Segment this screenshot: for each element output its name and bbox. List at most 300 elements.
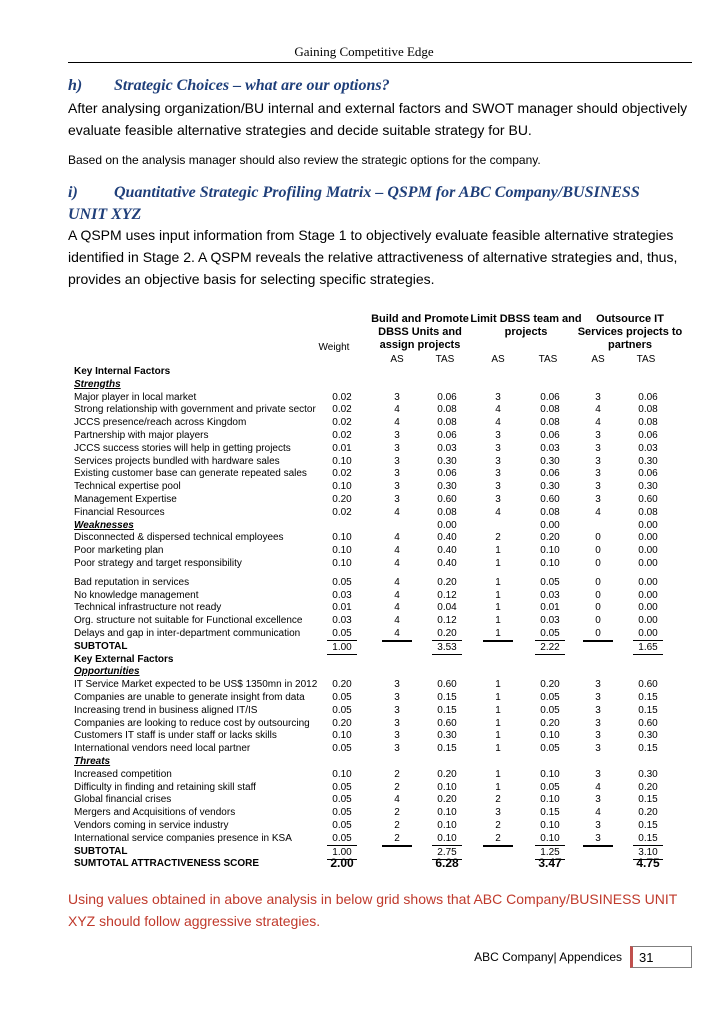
as-cell: 4	[595, 506, 601, 518]
weight-cell: 2.00	[330, 856, 354, 871]
tas-cell: 0.60	[638, 494, 658, 505]
tas-cell: 0.60	[638, 679, 658, 691]
table-subtotal-row	[70, 845, 660, 858]
table-row	[70, 576, 660, 589]
tas-cell: 0.15	[437, 692, 457, 703]
table-row	[70, 717, 660, 730]
table-row	[70, 806, 660, 819]
as-cell: 4	[394, 615, 400, 627]
section-i-number: i)	[68, 184, 78, 201]
as-cell: 1	[495, 781, 501, 793]
weight-cell: 0.03	[332, 615, 352, 627]
tas-cell: 0.08	[540, 404, 560, 416]
as-cell: 1	[495, 692, 501, 703]
row-label: Poor marketing plan	[74, 545, 164, 557]
row-label: Customers IT staff is under staff or lacks skills	[74, 730, 277, 742]
row-label: Management Expertise	[74, 494, 177, 505]
table-row	[70, 403, 660, 416]
table-row	[70, 601, 660, 614]
tas-cell: 0.20	[540, 679, 560, 691]
table-row	[70, 614, 660, 627]
as-cell: 3	[495, 442, 501, 454]
as-header-3: AS	[591, 354, 605, 365]
as-cell: 0	[595, 532, 601, 544]
strategy-3-line3: partners	[607, 339, 653, 351]
tas-cell: 0.05	[540, 704, 560, 716]
tas-cell: 3.47	[538, 856, 562, 871]
as-cell: 1	[495, 558, 501, 569]
tas-cell: 0.08	[638, 417, 658, 429]
row-label: IT Service Market expected to be US$ 1350mn in 2012	[74, 679, 318, 691]
table-subsection-header	[70, 665, 660, 678]
as-cell: 4	[394, 602, 400, 614]
weight-cell: 0.05	[332, 743, 352, 755]
as-cell: 4	[394, 506, 400, 518]
weight-cell: 0.20	[332, 717, 352, 729]
table-subsection-header	[70, 755, 660, 768]
table-row	[70, 544, 660, 557]
tas-cell: 0.10	[540, 545, 560, 557]
as-cell: 1	[495, 717, 501, 729]
as-cell: 4	[595, 807, 601, 819]
tas-cell: 0.30	[638, 768, 658, 780]
row-label: Technical expertise pool	[74, 481, 181, 493]
section-h-title: Strategic Choices – what are our options?	[114, 77, 390, 94]
row-label: Services projects bundled with hardware sales	[74, 455, 280, 467]
tas-cell: 0.30	[437, 455, 457, 467]
table-row	[70, 742, 660, 755]
as-cell: 3	[595, 692, 601, 703]
as-cell: 4	[495, 506, 501, 518]
as-cell: 3	[595, 832, 601, 844]
tas-cell: 0.10	[437, 820, 457, 831]
row-label: JCCS success stories will help in getting projects	[74, 442, 291, 454]
section-i-title-line2: UNIT XYZ	[68, 206, 142, 223]
tas-cell: 0.05	[540, 743, 560, 755]
weight-cell: 0.10	[332, 545, 352, 557]
as-cell: 3	[495, 430, 501, 441]
tas-cell: 0.10	[437, 807, 457, 819]
as-cell: 4	[595, 404, 601, 416]
as-cell: 3	[394, 455, 400, 467]
row-label: Financial Resources	[74, 506, 165, 518]
tas-cell: 0.10	[540, 558, 560, 569]
tas-cell: 0.30	[638, 481, 658, 493]
table-row	[70, 442, 660, 455]
as-cell: 4	[495, 417, 501, 429]
weight-cell: 0.05	[332, 628, 352, 639]
tas-cell: 0.06	[540, 391, 560, 403]
footer	[68, 946, 692, 970]
tas-cell: 0.30	[437, 481, 457, 493]
tas-cell: 0.05	[540, 628, 560, 639]
as-cell: 2	[495, 832, 501, 844]
tas-cell: 0.06	[437, 430, 457, 441]
tas-cell: 0.10	[540, 794, 560, 806]
weight-cell: 0.05	[332, 704, 352, 716]
section-h-paragraph: After analysing organization/BU internal and external factors and SWOT manager should objectively evaluate feasible alternative strategies and decide suitable strategy for BU.	[68, 100, 688, 138]
weight-cell: 0.01	[332, 602, 352, 614]
tas-cell: 0.08	[437, 506, 457, 518]
as-cell: 1	[495, 743, 501, 755]
weight-cell: 0.05	[332, 781, 352, 793]
tas-cell: 0.15	[638, 820, 658, 831]
weight-cell: 0.20	[332, 494, 352, 505]
table-subsection-header	[70, 378, 660, 391]
as-cell: 3	[495, 494, 501, 505]
as-cell: 4	[394, 558, 400, 569]
tas-cell: 0.08	[437, 417, 457, 429]
as-header-1: AS	[390, 354, 404, 365]
section-h-number: h)	[68, 77, 83, 94]
as-cell: 3	[394, 704, 400, 716]
tas-cell: 0.03	[437, 442, 457, 454]
table-grand-total-row	[70, 857, 660, 870]
table-row	[70, 467, 660, 480]
row-label: Bad reputation in services	[74, 576, 190, 588]
as-cell: 1	[495, 576, 501, 588]
as-cell	[382, 640, 412, 642]
tas-cell: 0.05	[540, 781, 560, 793]
as-cell: 3	[394, 743, 400, 755]
as-cell: 1	[495, 730, 501, 742]
as-cell: 1	[495, 602, 501, 614]
table-section-header	[70, 653, 660, 666]
tas-cell: 0.00	[638, 576, 658, 588]
as-cell: 3	[595, 820, 601, 831]
tas-cell: 0.20	[638, 781, 658, 793]
weight-cell: 0.02	[332, 430, 352, 441]
tas-cell: 0.10	[437, 832, 457, 844]
as-cell: 3	[495, 481, 501, 493]
tas-cell: 2.22	[535, 640, 565, 655]
as-cell: 3	[394, 442, 400, 454]
tas-cell: 0.40	[437, 545, 457, 557]
tas-cell: 0.15	[437, 704, 457, 716]
strategy-1-line2: DBSS Units and	[378, 326, 462, 338]
header-rule	[68, 62, 692, 63]
row-label: JCCS presence/reach across Kingdom	[74, 417, 247, 429]
as-cell: 3	[595, 430, 601, 441]
as-cell: 3	[595, 717, 601, 729]
as-cell	[583, 640, 613, 642]
strategy-2-line2: Limit DBSS team and	[470, 313, 582, 325]
as-cell: 3	[394, 430, 400, 441]
tas-header-3: TAS	[636, 354, 656, 365]
row-label: Companies are unable to generate insight from data	[74, 692, 305, 703]
table-row	[70, 416, 660, 429]
table-row	[70, 832, 660, 845]
tas-cell: 0.20	[437, 628, 457, 639]
tas-cell: 0.05	[540, 692, 560, 703]
row-label: SUBTOTAL	[74, 640, 128, 652]
as-cell: 3	[595, 391, 601, 403]
table-row	[70, 506, 660, 519]
tas-cell: 0.00	[638, 589, 658, 601]
tas-cell: 1.65	[633, 640, 663, 655]
weight-cell: 0.10	[332, 730, 352, 742]
strategy-1-line3: assign projects	[379, 339, 461, 351]
table-row	[70, 589, 660, 602]
as-cell: 4	[495, 404, 501, 416]
row-label: Delays and gap in inter-department communication	[74, 628, 301, 639]
tas-cell: 0.03	[540, 589, 560, 601]
weight-cell: 0.10	[332, 532, 352, 544]
tas-cell: 0.20	[437, 768, 457, 780]
weight-cell: 0.10	[332, 481, 352, 493]
table-row	[70, 793, 660, 806]
as-cell	[583, 845, 613, 847]
weight-cell: 0.10	[332, 768, 352, 780]
table-row	[70, 391, 660, 404]
as-cell: 0	[595, 545, 601, 557]
as-cell: 3	[595, 468, 601, 480]
table-row	[70, 493, 660, 506]
row-label: Companies are looking to reduce cost by outsourcing	[74, 717, 310, 729]
tas-cell: 0.10	[540, 832, 560, 844]
as-cell: 4	[394, 628, 400, 639]
as-cell: 0	[595, 628, 601, 639]
row-label: Increased competition	[74, 768, 172, 780]
as-cell: 3	[595, 794, 601, 806]
as-cell: 0	[595, 615, 601, 627]
table-row	[70, 627, 660, 640]
as-cell: 1	[495, 545, 501, 557]
weight-cell: 0.05	[332, 692, 352, 703]
weight-cell: 0.03	[332, 589, 352, 601]
tas-cell: 0.10	[540, 730, 560, 742]
tas-cell: 0.12	[437, 615, 457, 627]
tas-cell: 0.00	[638, 545, 658, 557]
table-row	[70, 429, 660, 442]
row-label: Major player in local market	[74, 391, 197, 403]
tas-cell: 0.00	[638, 519, 658, 531]
as-cell: 3	[394, 692, 400, 703]
as-cell: 3	[394, 717, 400, 729]
row-label: Org. structure not suitable for Functional excellence	[74, 615, 303, 627]
as-cell: 3	[394, 494, 400, 505]
tas-cell: 0.30	[540, 455, 560, 467]
tas-cell: 0.20	[540, 532, 560, 544]
as-cell: 2	[495, 794, 501, 806]
row-label: Global financial crises	[74, 794, 172, 806]
tas-cell: 0.06	[638, 468, 658, 480]
row-label: SUMTOTAL ATTRACTIVENESS SCORE	[74, 858, 260, 870]
strategy-3-header	[575, 313, 685, 352]
as-cell: 1	[495, 628, 501, 639]
as-cell: 3	[394, 468, 400, 480]
tas-cell: 0.60	[437, 679, 457, 691]
row-label: SUBTOTAL	[74, 845, 128, 857]
tas-cell: 0.15	[638, 794, 658, 806]
as-cell: 2	[495, 820, 501, 831]
tas-cell: 0.08	[540, 417, 560, 429]
tas-cell: 0.00	[638, 628, 658, 639]
as-cell: 2	[394, 768, 400, 780]
tas-cell: 3.53	[432, 640, 462, 655]
as-cell: 3	[495, 468, 501, 480]
as-cell: 2	[394, 781, 400, 793]
as-cell: 3	[394, 481, 400, 493]
row-label: Key Internal Factors	[74, 366, 171, 377]
as-cell: 2	[394, 807, 400, 819]
tas-cell: 0.40	[437, 532, 457, 544]
row-label: Strengths	[74, 378, 121, 390]
table-row	[70, 768, 660, 781]
as-cell: 4	[595, 417, 601, 429]
tas-cell: 0.08	[540, 506, 560, 518]
row-label: No knowledge management	[74, 589, 199, 601]
row-label: International service companies presence in KSA	[74, 832, 292, 844]
as-cell: 4	[394, 576, 400, 588]
as-cell: 0	[595, 589, 601, 601]
table-row	[70, 678, 660, 691]
as-cell	[483, 845, 513, 847]
row-label: Technical infrastructure not ready	[74, 602, 222, 614]
tas-cell: 0.10	[540, 768, 560, 780]
as-cell	[483, 640, 513, 642]
row-label: Mergers and Acquisitions of vendors	[74, 807, 236, 819]
weight-cell: 0.05	[332, 832, 352, 844]
row-label: Difficulty in finding and retaining skill staff	[74, 781, 256, 793]
section-i-paragraph: A QSPM uses input information from Stage 1 to objectively evaluate feasible alternative strategies identified in Stage 2. A QSPM reveals the relative attractiveness of alternative strategies and, thus, provides an objective basis for selecting specific strategies.	[68, 227, 678, 287]
as-cell: 3	[495, 807, 501, 819]
strategy-3-line1: Outsource IT	[596, 313, 664, 325]
as-cell: 0	[595, 558, 601, 569]
as-cell: 1	[495, 615, 501, 627]
as-cell: 3	[595, 768, 601, 780]
as-cell: 4	[394, 417, 400, 429]
row-label: International vendors need local partner	[74, 743, 251, 755]
running-header: Gaining Competitive Edge	[294, 44, 434, 59]
table-row	[70, 704, 660, 717]
tas-cell: 0.15	[638, 692, 658, 703]
as-cell: 0	[595, 602, 601, 614]
as-cell: 4	[394, 545, 400, 557]
strategy-2-header	[465, 313, 587, 339]
weight-cell: 0.05	[332, 794, 352, 806]
tas-cell: 0.00	[638, 602, 658, 614]
tas-cell: 0.06	[540, 430, 560, 441]
row-label: Partnership with major players	[74, 430, 209, 441]
tas-cell: 0.06	[437, 468, 457, 480]
tas-cell: 4.75	[636, 856, 660, 871]
tas-header-2: TAS	[538, 354, 558, 365]
as-cell: 3	[595, 704, 601, 716]
as-cell: 4	[595, 781, 601, 793]
tas-cell: 0.06	[638, 391, 658, 403]
as-cell: 3	[595, 730, 601, 742]
as-cell	[382, 845, 412, 847]
tas-cell: 0.03	[540, 615, 560, 627]
tas-cell: 0.00	[638, 532, 658, 544]
strategy-3-line2: Services projects to	[577, 326, 683, 338]
as-cell: 3	[595, 481, 601, 493]
row-label: Vendors coming in service industry	[74, 820, 229, 831]
weight-cell: 0.01	[332, 442, 352, 454]
tas-cell: 0.40	[437, 558, 457, 569]
row-label: Opportunities	[74, 666, 140, 678]
tas-cell: 0.30	[638, 730, 658, 742]
tas-cell: 0.06	[437, 391, 457, 403]
tas-cell: 0.05	[540, 576, 560, 588]
weight-cell: 0.02	[332, 417, 352, 429]
page-number: 31	[630, 946, 692, 968]
section-h-heading	[68, 77, 390, 95]
tas-cell: 0.08	[638, 506, 658, 518]
as-cell: 3	[595, 679, 601, 691]
tas-cell: 0.15	[540, 807, 560, 819]
as-cell: 3	[595, 743, 601, 755]
table-section-header	[70, 365, 660, 378]
row-label: Weaknesses	[74, 519, 134, 531]
tas-cell: 6.28	[435, 856, 459, 871]
tas-cell: 0.30	[638, 455, 658, 467]
row-label: Existing customer base can generate repeated sales	[74, 468, 307, 480]
table-row	[70, 729, 660, 742]
tas-cell: 0.20	[437, 794, 457, 806]
tas-cell: 0.60	[437, 494, 457, 505]
weight-cell: 0.05	[332, 807, 352, 819]
tas-cell: 0.20	[638, 807, 658, 819]
tas-cell: 0.20	[437, 576, 457, 588]
row-label: Disconnected & dispersed technical employees	[74, 532, 284, 544]
table-row	[70, 819, 660, 832]
as-cell: 1	[495, 768, 501, 780]
row-label: Poor strategy and target responsibility	[74, 558, 242, 569]
table-subsection-header	[70, 519, 660, 532]
tas-cell: 0.15	[437, 743, 457, 755]
as-cell: 3	[595, 494, 601, 505]
row-label: Increasing trend in business aligned IT/IS	[74, 704, 258, 716]
table-row	[70, 691, 660, 704]
tas-cell: 0.04	[437, 602, 457, 614]
weight-cell: 0.05	[332, 576, 352, 588]
as-cell: 4	[394, 589, 400, 601]
weight-cell: 1.00	[327, 640, 357, 655]
table-row	[70, 531, 660, 544]
as-cell: 3	[394, 391, 400, 403]
as-cell: 4	[394, 794, 400, 806]
section-i-heading	[68, 182, 692, 226]
as-cell: 1	[495, 704, 501, 716]
tas-cell: 0.60	[437, 717, 457, 729]
tas-cell: 0.60	[540, 494, 560, 505]
row-label: Key External Factors	[74, 653, 174, 665]
strategy-1-line1: Build and Promote	[371, 313, 469, 325]
as-cell: 3	[394, 679, 400, 691]
weight-cell: 0.02	[332, 404, 352, 416]
tas-cell: 0.08	[638, 404, 658, 416]
row-label: Strong relationship with government and private sector	[74, 404, 316, 416]
as-cell: 3	[595, 455, 601, 467]
tas-cell: 0.60	[638, 717, 658, 729]
tas-cell: 0.15	[638, 832, 658, 844]
as-cell: 4	[394, 404, 400, 416]
tas-cell: 0.10	[540, 820, 560, 831]
as-cell: 3	[394, 730, 400, 742]
tas-header-1: TAS	[435, 354, 455, 365]
tas-cell: 0.15	[638, 704, 658, 716]
row-label: Threats	[74, 756, 111, 767]
strategy-1-header	[360, 313, 480, 352]
tas-cell: 0.03	[540, 442, 560, 454]
table-row	[70, 455, 660, 468]
tas-cell: 0.10	[437, 781, 457, 793]
tas-cell: 0.01	[540, 602, 560, 614]
conclusion-text: Using values obtained in above analysis in below grid shows that ABC Company/BUSINESS UNIT XYZ should follow aggressive strategies.	[68, 891, 678, 929]
as-cell: 3	[595, 442, 601, 454]
